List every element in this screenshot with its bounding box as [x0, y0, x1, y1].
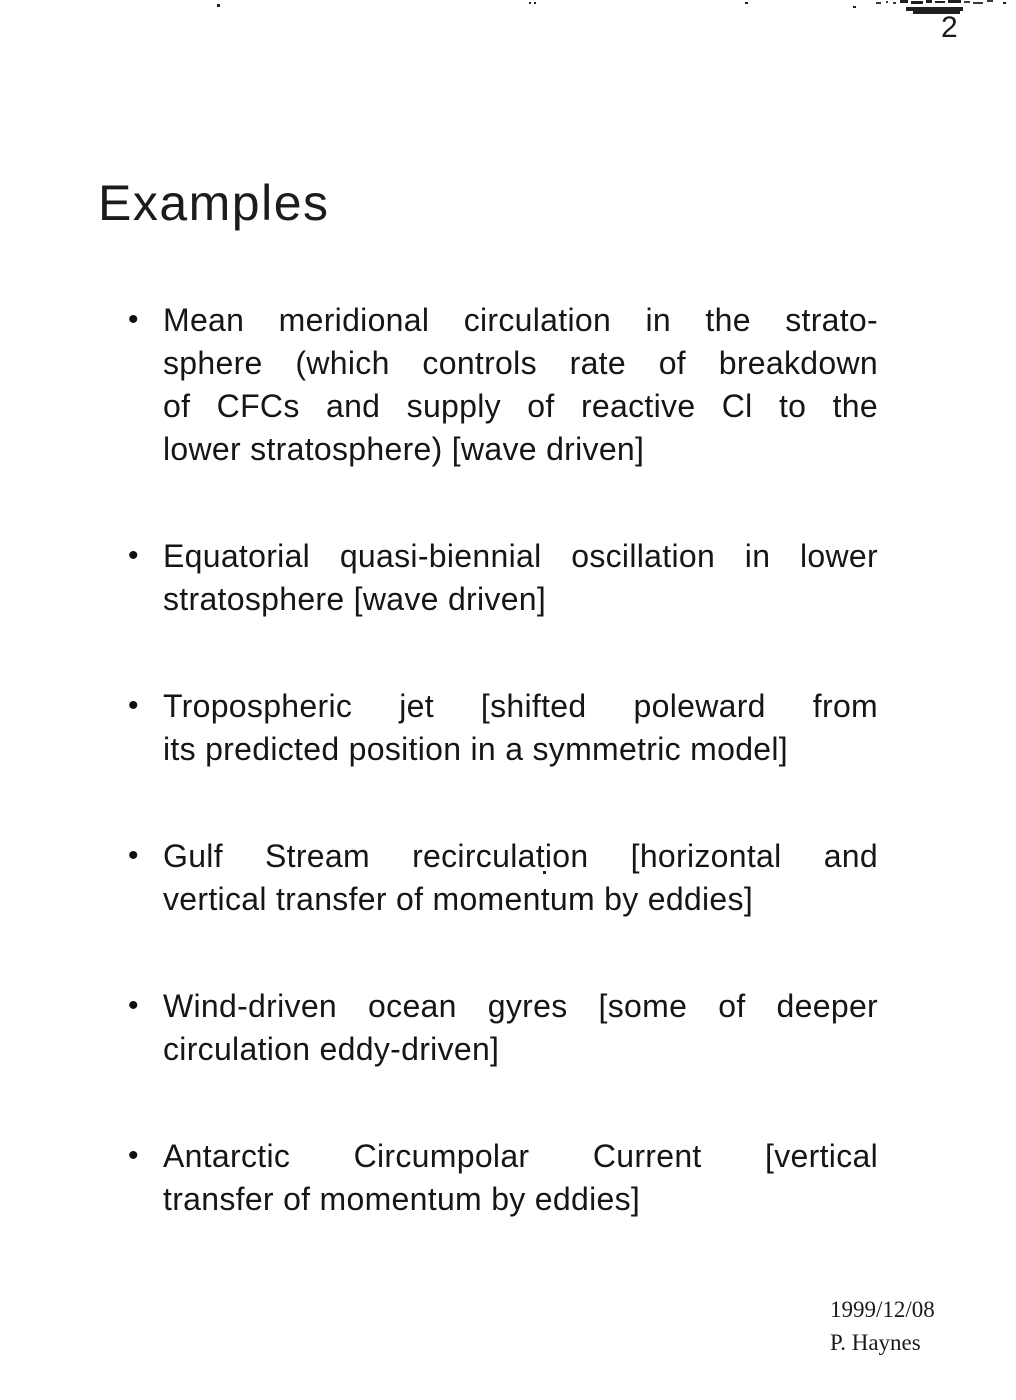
bullet-text: [163, 535, 878, 621]
scan-dash: [911, 1, 923, 4]
bullet-icon: •: [128, 989, 139, 1022]
list-item: [128, 1135, 880, 1221]
footer-author: P. Haynes: [830, 1330, 921, 1355]
bullet-text: [163, 835, 878, 921]
list-item: [128, 535, 880, 621]
text-line: of CFCs and supply of reactive Cl to the: [163, 388, 878, 424]
bullet-icon: •: [128, 303, 139, 336]
page-title: Examples: [98, 175, 330, 231]
scan-dash: [973, 2, 983, 4]
scan-dash: [900, 0, 908, 3]
scan-dash: [886, 1, 888, 3]
text-line: Tropospheric jet [shifted poleward from: [163, 688, 878, 724]
text-line: vertical transfer of momentum by eddies]: [163, 881, 754, 917]
bullet-icon: •: [128, 539, 139, 572]
scan-dash: [876, 2, 881, 4]
text-line: stratosphere [wave driven]: [163, 581, 547, 617]
list-item: [128, 985, 880, 1071]
scan-dash: [926, 0, 932, 3]
list-item: [128, 685, 880, 771]
scan-speck: [534, 2, 536, 4]
bullet-list: [128, 299, 880, 1285]
scan-dash: [935, 1, 945, 3]
text-line: circulation eddy-driven]: [163, 1031, 500, 1067]
scan-dash: [893, 2, 896, 4]
scan-speck: [853, 6, 856, 8]
scan-speck: [745, 2, 748, 4]
text-line: Antarctic Circumpolar Current [vertical: [163, 1138, 878, 1174]
scan-speck: [217, 4, 220, 7]
bullet-text: [163, 1135, 878, 1221]
bullet-icon: •: [128, 689, 139, 722]
text-line: its predicted position in a symmetric model]: [163, 731, 788, 767]
scan-speck: [1003, 2, 1006, 4]
footer: [830, 1293, 935, 1359]
bullet-icon: •: [128, 839, 139, 872]
list-item: [128, 835, 880, 921]
scan-dash: [987, 0, 993, 2]
bullet-text: [163, 685, 878, 771]
scan-dash: [964, 1, 970, 3]
scan-speck: [529, 2, 531, 4]
page-number: 2: [941, 11, 958, 44]
bullet-text: [163, 299, 878, 471]
text-line: Mean meridional circulation in the strato-: [163, 302, 878, 338]
footer-date: 1999/12/08: [830, 1297, 935, 1322]
text-line: lower stratosphere) [wave driven]: [163, 431, 645, 467]
text-line: sphere (which controls rate of breakdown: [163, 345, 878, 381]
list-item: [128, 299, 880, 471]
text-line: Equatorial quasi-biennial oscillation in lower: [163, 538, 878, 574]
scan-dash: [948, 0, 961, 3]
bullet-text: [163, 985, 878, 1071]
text-line: Wind-driven ocean gyres [some of deeper: [163, 988, 878, 1024]
text-line: transfer of momentum by eddies]: [163, 1181, 641, 1217]
bullet-icon: •: [128, 1139, 139, 1172]
text-line: Gulf Stream recirculation [horizontal and: [163, 838, 878, 874]
